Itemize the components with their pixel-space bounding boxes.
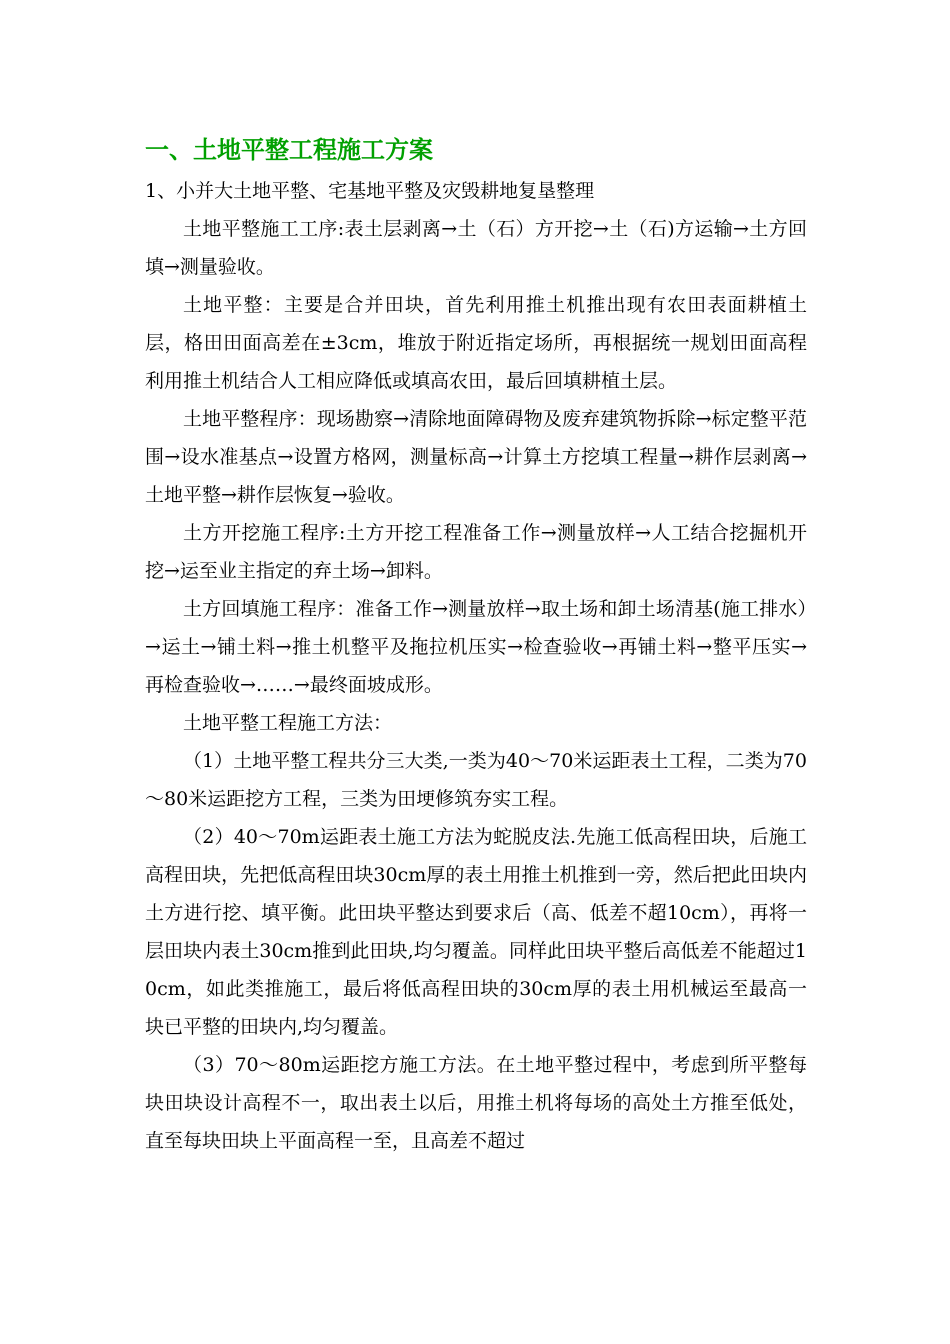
paragraph-excavation-procedure: 土方开挖施工程序:土方开挖工程准备工作→测量放样→人工结合挖掘机开挖→运至业主指定的弃土场→卸料。	[145, 522, 807, 582]
section-heading: 一、土地平整工程施工方案	[145, 136, 433, 164]
subsection-heading: 1、小并大土地平整、宅基地平整及灾毁耕地复垦整理	[145, 180, 595, 202]
paragraph-method-1: （1）土地平整工程共分三大类,一类为40～70米运距表土工程，二类为70～80米运距挖方工程，三类为田埂修筑夯实工程。	[145, 750, 807, 810]
paragraph-backfill-procedure: 土方回填施工程序：准备工作→测量放样→取土场和卸土场清基(施工排水）→运土→铺土料→推土机整平及拖拉机压实→检查验收→再铺土料→整平压实→再检查验收→……→最终面坡成形。	[145, 598, 807, 696]
paragraph-leveling-procedure: 土地平整程序：现场勘察→清除地面障碍物及废弃建筑物拆除→标定整平范围→设水准基点→设置方格网，测量标高→计算土方挖填工程量→耕作层剥离→土地平整→耕作层恢复→验收。	[145, 408, 807, 506]
document-body	[145, 128, 807, 1160]
paragraph-method-3: （3）70～80m运距挖方施工方法。在土地平整过程中，考虑到所平整每块田块设计高程不一，取出表土以后，用推土机将每场的高处土方推至低处，直至每块田块上平面高程一至，且高差不超过	[145, 1054, 807, 1152]
paragraph-land-leveling: 土地平整：主要是合并田块，首先利用推土机推出现有农田表面耕植土层，格田田面高差在±3cm，堆放于附近指定场所，再根据统一规划田面高程利用推土机结合人工相应降低或填高农田，最后回填耕植土层。	[145, 294, 807, 392]
paragraph-work-sequence: 土地平整施工工序:表土层剥离→土（石）方开挖→土（石)方运输→土方回填→测量验收。	[145, 218, 807, 278]
paragraph-methods-title: 土地平整工程施工方法：	[183, 712, 393, 734]
paragraph-method-2: （2）40～70m运距表土施工方法为蛇脱皮法.先施工低高程田块，后施工高程田块，先把低高程田块30cm厚的表土用推土机推到一旁，然后把此田块内土方进行挖、填平衡。此田块平整达到要求后（高、低差不超10cm），再将一层田块内表土30cm推到此田块,均匀覆盖。同样此田块平整后高低差不能超过10cm，如此类推施工，最后将低高程田块的30cm厚的表土用机械运至最高一块已平整的田块内,均匀覆盖。	[145, 826, 807, 1038]
